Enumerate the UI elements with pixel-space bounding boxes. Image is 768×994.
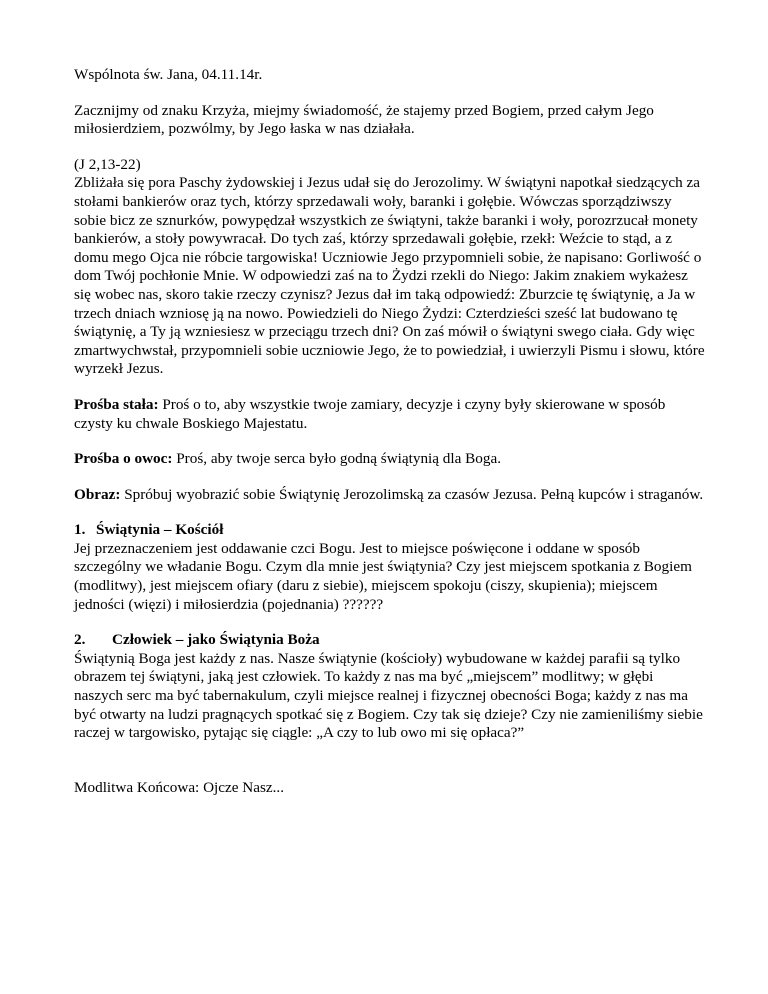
- closing-prayer: Modlitwa Końcowa: Ojcze Nasz...: [74, 778, 285, 796]
- section-2-heading: [74, 631, 706, 650]
- section-2-number: 2.: [74, 631, 86, 649]
- section-1-heading: [74, 521, 706, 540]
- reading-text: Zbliżała się pora Paschy żydowskiej i Jezus udał się do Jerozolimy. W świątyni napotkał siedzących za stołami bankierów oraz tych, którzy sprzedawali woły, baranki i gołębie. Wówczas sporządziwszy sobie bicz ze sznurków, powypędzał wszystkich ze świątyni, także baranki i woły, porozrzucał monety bankierów, a stoły powywracał. Do tych zaś, którzy sprzedawali gołębie, rzekł: Weźcie to stąd, a z domu mego Ojca nie róbcie targowiska! Uczniowie Jego przypomnieli sobie, że napisano: Gorliwość o dom Twój pochłonie Mnie. W odpowiedzi zaś na to Żydzi rzekli do Niego: Jakim znakiem wykażesz się wobec nas, skoro takie rzeczy czynisz? Jezus dał im taką odpowiedź: Zburzcie tę świątynię, a Ja w trzech dniach wzniosę ją na nowo. Powiedzieli do Niego Żydzi: Czterdzieści sześć lat budowano tę świątynię, a Ty ją wzniesiesz w przeciągu trzech dni? On zaś mówił o świątyni swego ciała. Gdy więc zmartwychwstał, przypomnieli sobie uczniowie Jego, że to powiedział, i uwierzyli Pismu i słowu, które wyrzekł Jezus.: [74, 174, 705, 378]
- prosba-stala-paragraph: [74, 396, 706, 433]
- prosba-owoc-label: Prośba o owoc:: [74, 450, 173, 468]
- section-1: [74, 521, 706, 614]
- prosba-owoc-text: Proś, aby twoje serca było godną świątynią dla Boga.: [172, 450, 502, 468]
- section-1-text: Jej przeznaczeniem jest oddawanie czci Bogu. Jest to miejsce poświęcone i oddane w sposób szczególny we władanie Bogu. Czym dla mnie jest świątynia? Czy jest miejscem spotkania z Bogiem (modlitwy), jest miejscem ofiary (daru z siebie), miejscem spokoju (ciszy, skupienia); miejscem jedności (więzi) i miłosierdzia (pojednania) ??????: [74, 539, 692, 613]
- section-1-number: 1.: [74, 521, 86, 539]
- document-header: Wspólnota św. Jana, 04.11.14r.: [74, 66, 263, 83]
- section-2: [74, 631, 706, 743]
- section-1-title: Świątynia – Kościół: [96, 521, 224, 539]
- obraz-label: Obraz:: [74, 485, 121, 503]
- obraz-paragraph: [74, 486, 706, 505]
- obraz-text: Spróbuj wyobrazić sobie Świątynię Jerozolimską za czasów Jezusa. Pełną kupców i straganów.: [120, 485, 704, 503]
- prosba-stala-label: Prośba stała:: [74, 395, 159, 413]
- prosba-owoc-paragraph: [74, 450, 706, 469]
- reading-reference: (J 2,13-22): [74, 155, 141, 173]
- gospel-reading: [74, 156, 706, 379]
- section-2-title: Człowiek – jako Świątynia Boża: [112, 631, 320, 649]
- prosba-stala-text: Proś o to, aby wszystkie twoje zamiary, decyzje i czyny były skierowane w sposób czysty ku chwale Boskiego Majestatu.: [74, 395, 666, 432]
- section-2-text: Świątynią Boga jest każdy z nas. Nasze świątynie (kościoły) wybudowane w każdej parafii są tylko obrazem tej świątyni, jaką jest człowiek. To każdy z nas ma być „miejscem” modlitwy; w głębi naszych serc ma być tabernakulum, czyli miejsce realnej i fizycznej obecności Boga; każdy z nas ma być otwarty na ludzi pragnących spotkać się z Bogiem. Czy tak się dzieje? Czy nie zamieniliśmy siebie raczej w targowisko, pytając się ciągle: „A czy to lub owo mi się opłaca?”: [74, 649, 703, 742]
- intro-paragraph: Zacznijmy od znaku Krzyża, miejmy świadomość, że stajemy przed Bogiem, przed całym Jego miłosierdziem, pozwólmy, by Jego łaska w nas działała.: [74, 101, 654, 138]
